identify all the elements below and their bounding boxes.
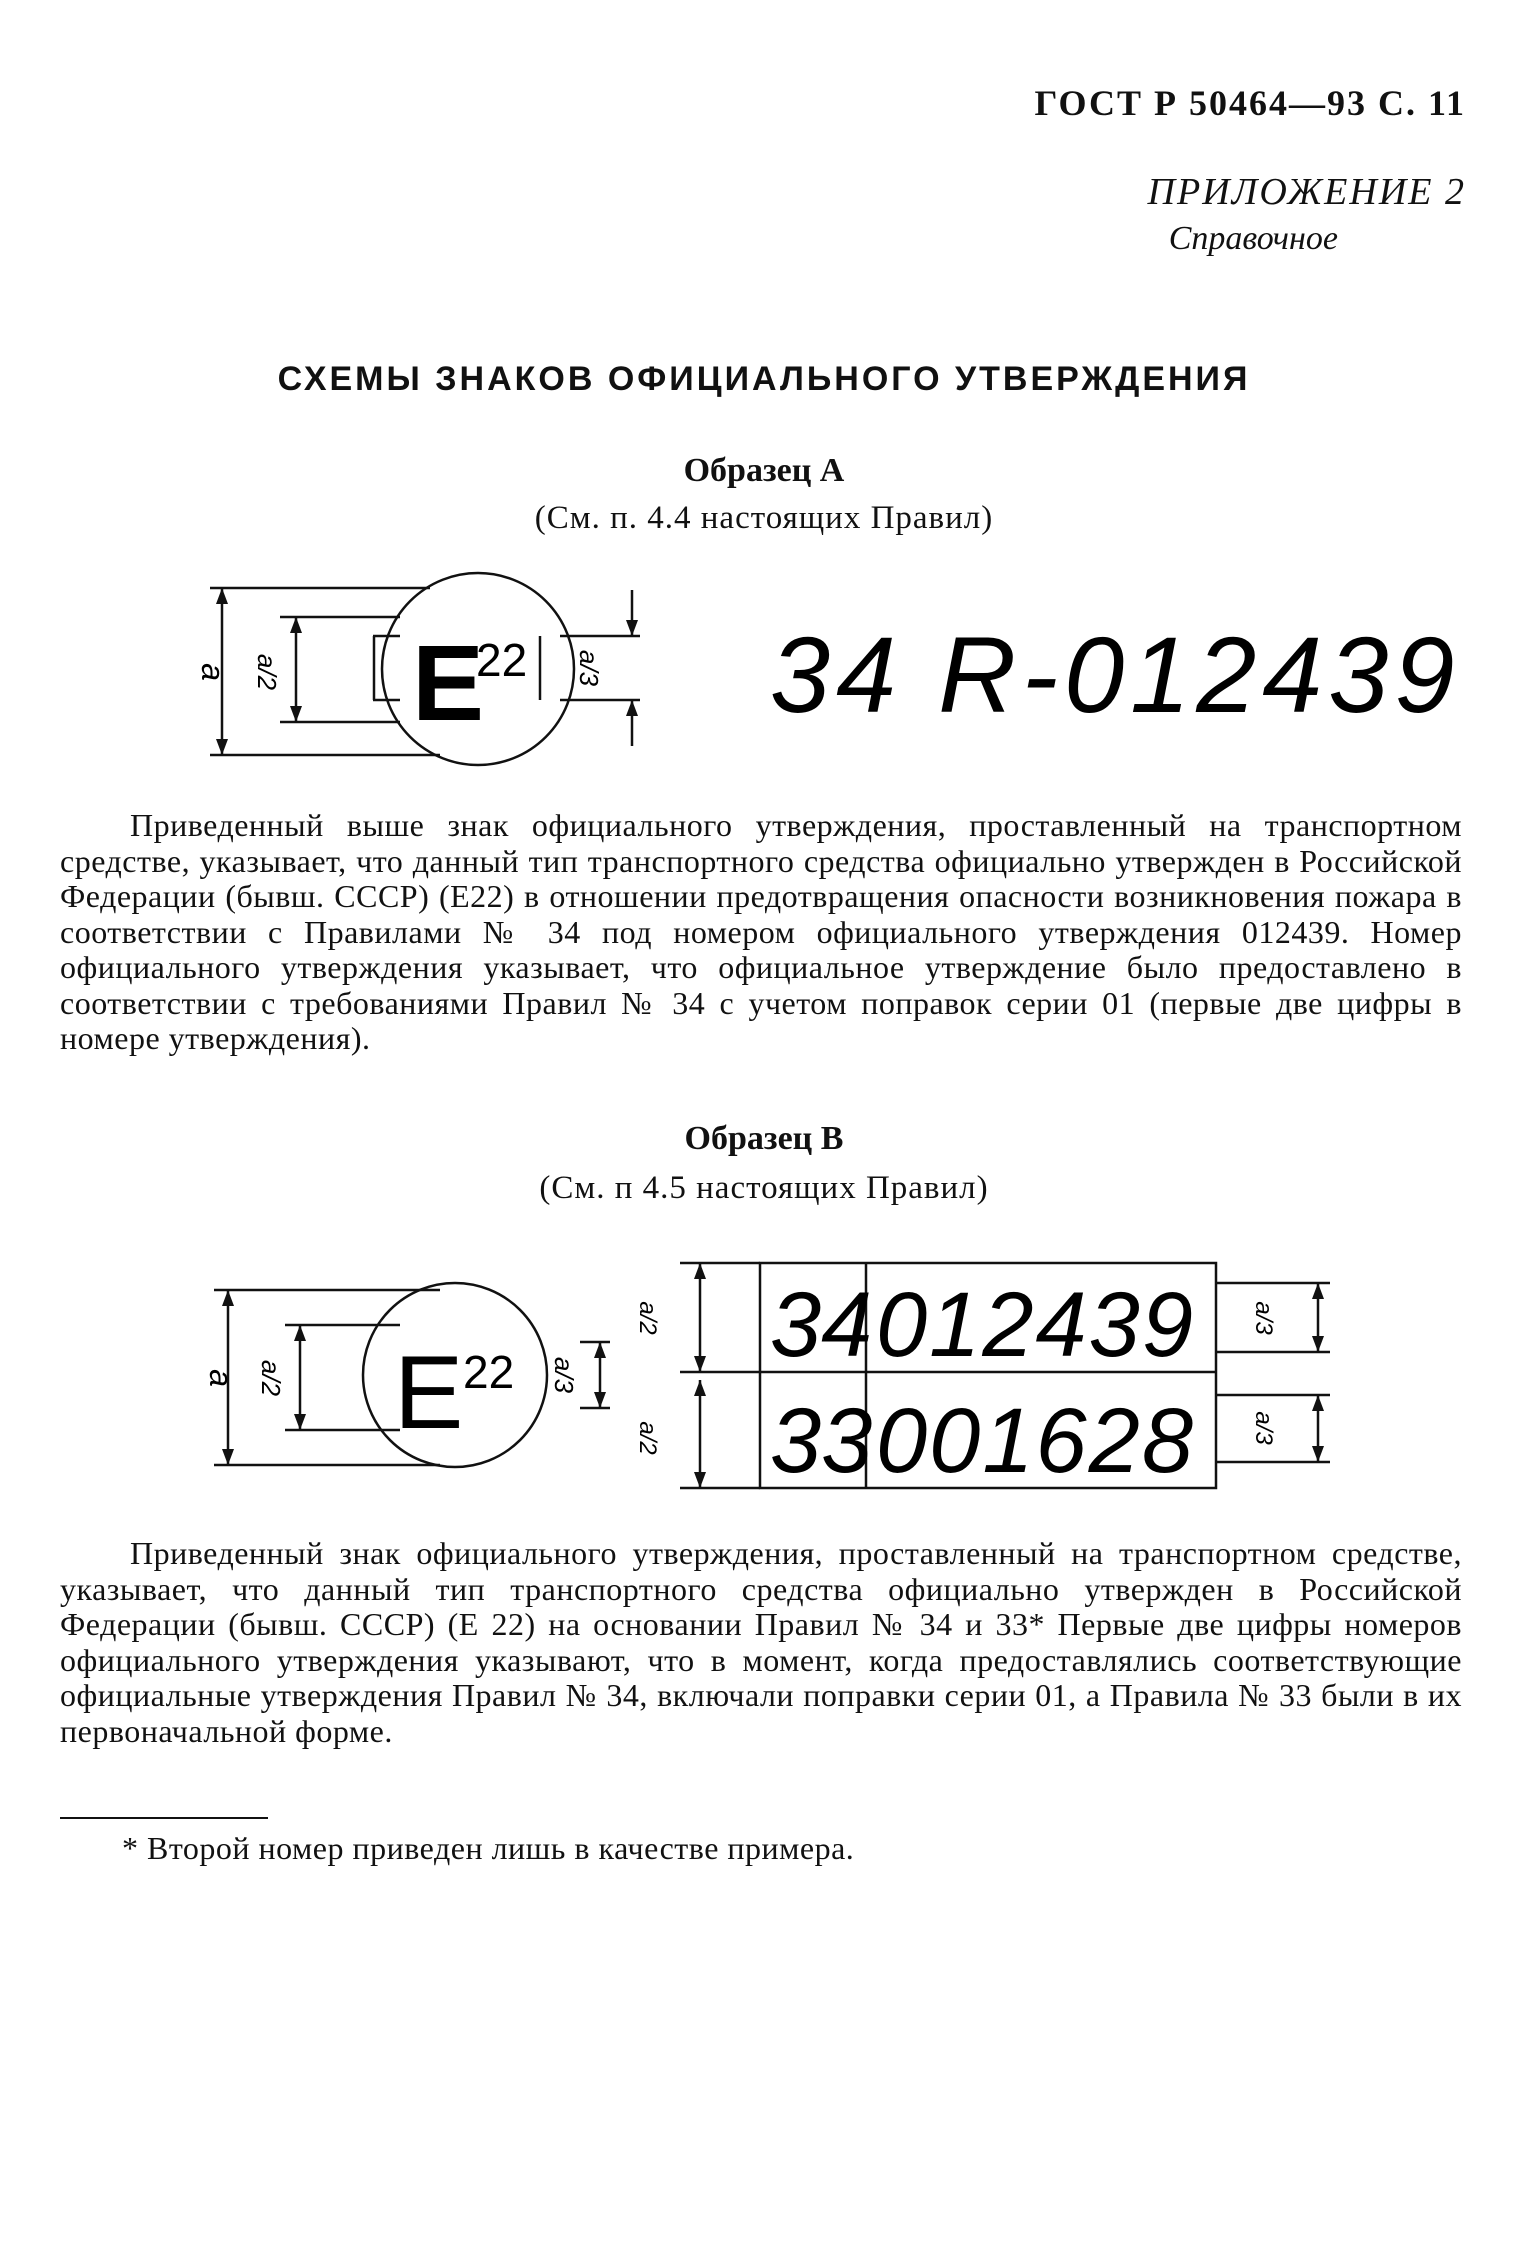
sample-a-reference: (См. п. 4.4 настоящих Правил) bbox=[534, 500, 994, 536]
dim-label-third-b: a/3 bbox=[549, 1356, 579, 1394]
sample-b-title: Образец В bbox=[684, 1120, 844, 1157]
approval-number-a: 34 R-012439 bbox=[770, 614, 1461, 735]
sample-b-paragraph: Приведенный знак официального утверждения, проставленный на транспортном средстве, указывает, что данный тип транспортного средства официально утвержден в Российской Федерации (бывш. СССР) (Е 22) на основании Правил № 34 и 33* Первые две цифры номеров официального утверждения указывают, что в момент, когда предоставлялись соответствующие официальные утверждения Правил № 34, включали поправки серии 01, а Правила № 33 были в их первоначальной форме. bbox=[60, 1535, 1462, 1749]
dim-label-a-b: a bbox=[203, 1369, 239, 1387]
mark-letter-e: E bbox=[412, 622, 485, 743]
table-rule-1: 34 bbox=[770, 1274, 873, 1376]
table-rule-2: 33 bbox=[770, 1390, 873, 1492]
mark-country-code: 22 bbox=[476, 634, 528, 686]
table-number-1: 012439 bbox=[876, 1274, 1195, 1376]
dim-label-third: a/3 bbox=[574, 649, 604, 687]
dim-label-a: a bbox=[195, 663, 231, 681]
dim-label-row1: a/2 bbox=[634, 1301, 661, 1335]
sample-b-reference: (См. п 4.5 настоящих Правил) bbox=[539, 1170, 989, 1206]
appendix-type: Справочное bbox=[1168, 220, 1338, 257]
dim-label-half-b: a/2 bbox=[256, 1359, 286, 1397]
sample-a-title: Образец А bbox=[683, 452, 845, 489]
appendix-title: ПРИЛОЖЕНИЕ 2 bbox=[1147, 171, 1466, 213]
dim-label-row2: a/2 bbox=[634, 1421, 661, 1455]
table-number-2: 001628 bbox=[876, 1390, 1195, 1492]
dim-label-half: a/2 bbox=[252, 653, 282, 691]
footnote: * Второй номер приведен лишь в качестве примера. bbox=[122, 1830, 855, 1866]
mark-letter-e-b: E bbox=[394, 1335, 464, 1451]
gost-header: ГОСТ Р 50464—93 С. 11 bbox=[1034, 83, 1466, 123]
dim-label-right1: a/3 bbox=[1250, 1301, 1277, 1335]
mark-country-code-b: 22 bbox=[463, 1346, 515, 1398]
sample-a-paragraph: Приведенный выше знак официального утверждения, проставленный на транспортном средстве, указывает, что данный тип транспортного средства официально утвержден в Российской Федерации (бывш. СССР) (Е22) в отношении предотвращения опасности возникновения пожара в соответствии с Правилами № 34 под номером официального утверждения 012439. Номер официального утверждения указывает, что официальное утверждение было предоставлено в соответствии с требованиями Правил № 34 с учетом поправок серии 01 (первые две цифры в номере утверждения). bbox=[60, 807, 1462, 1056]
dim-label-right2: a/3 bbox=[1250, 1411, 1277, 1445]
footnote-divider bbox=[60, 1817, 268, 1819]
page-title: СХЕМЫ ЗНАКОВ ОФИЦИАЛЬНОГО УТВЕРЖДЕНИЯ bbox=[277, 360, 1251, 398]
